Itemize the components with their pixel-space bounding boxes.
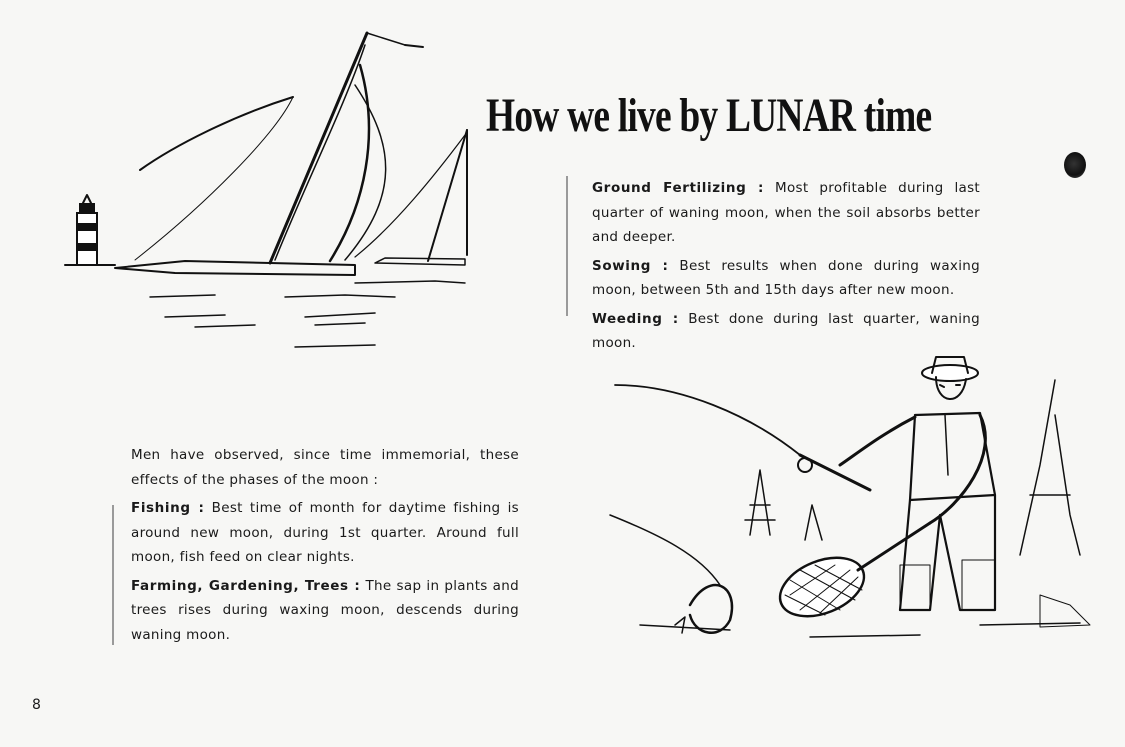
fishing-paragraph (131, 496, 519, 570)
sowing-paragraph (592, 254, 980, 303)
sowing-label: Sowing : (592, 257, 669, 274)
right-column (592, 176, 980, 360)
fishing-label: Fishing : (131, 500, 205, 516)
page-number: 8 (32, 697, 41, 713)
farming-label: Farming, Gardening, Trees : (131, 577, 361, 594)
binding-hole (1064, 152, 1086, 178)
ground-fertilizing-label: Ground Fertilizing : (592, 180, 765, 196)
fisherman-illustration (600, 355, 1100, 655)
fishing-text: Best time of month for daytime fishing is around new moon, during 1st quarter. Around full moon, fish feed on clear nights. (131, 500, 519, 565)
sailboat-illustration (55, 25, 535, 365)
ground-fertilizing-text: Most profitable during last quarter of waning moon, when the soil absorbs better and deeper. (592, 180, 980, 245)
left-column (131, 443, 519, 651)
farming-text: The sap in plants and trees rises during waxing moon, descends during waning moon. (131, 577, 519, 643)
farming-paragraph (131, 574, 519, 648)
page-title: How we live by LUNAR time (486, 89, 932, 142)
sowing-text: Best results when done during waxing moon, between 5th and 15th days after new moon. (592, 257, 980, 298)
right-column-rule (566, 176, 568, 316)
ground-fertilizing-paragraph (592, 176, 980, 250)
weeding-label: Weeding : (592, 310, 679, 327)
weeding-text: Best done during last quarter, waning moon. (592, 310, 980, 351)
weeding-paragraph (592, 307, 980, 356)
intro-paragraph: Men have observed, since time immemorial, these effects of the phases of the moon : (131, 447, 519, 488)
left-column-rule (112, 505, 114, 645)
